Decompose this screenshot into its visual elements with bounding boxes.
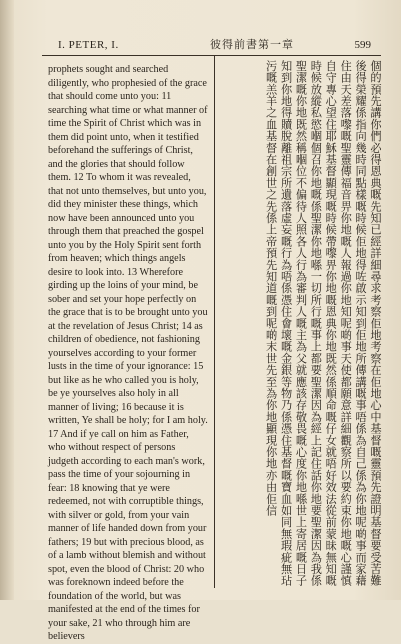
english-paragraph: prophets sought and searched diligently, who prophesied of the grace that should come unto you: 11 searching what time or what manner of time the Spirit of Christ which was in them did point unto, when it testified beforehand the sufferings of Christ, and the glories that should follow them. 12 To whom it was revealed, that not unto themselves, but unto you, did they minister these things, which now have been announced unto you through them that preached the gospel unto you by the Holy Spirit sent forth from heaven; which things angels desire to look into. 13 Wherefore girding up the loins of your mind, be sober and set your hope perfectly on the grace that is to be brought unto you at the revelation of Jesus Christ; 14 as children of obedience, not fashioning yourselves according to your former lusts in the time of your ignorance: 15 but like as he who called you is holy, be ye yourselves also holy in all manner of living; 16 because it is written, Ye shall be holy; for I am holy. 17 And if ye call on him as Father, who without respect of persons judgeth according to each man's work, pass the time of your sojourning in fear: 18 knowing that ye were redeemed, not with corruptible things, with silver or gold, from your vain manner of life handed down from your fathers; 19 but with precious blood, as of a lamb without blemish and without spot, even the blood of Christ: 20 who was foreknown indeed before the foundation of the world, but was manifested at the end of the times for your sake, 21 who through him are believers	[48, 64, 208, 642]
header-rule	[42, 55, 381, 56]
page-header	[42, 34, 381, 56]
page-spine-shadow	[0, 0, 14, 600]
book-chapter-english: I. PETER, I.	[58, 39, 119, 51]
column-divider	[214, 56, 215, 588]
page-number: 599	[354, 39, 371, 51]
book-chapter-chinese: 彼得前書第一章	[210, 39, 294, 51]
chinese-text-column: 個的預先講你們必得恩典嘅先知已經詳細尋求考察佢地考察在佢地心中基督嘅靈預先證明基督要受苦難後得榮耀係指向幾時同點樣嘅時候佢地得咗啟示知到佢地所傳講嘅事唔係為自己係為你地呢啲事而家藉住由天差落嚟嘅聖靈傳福音畀你地嘅人報過你地知呢啲事天使都願意詳細觀察所以要約束你地嘅心謹慎自守專心望住耶穌基督顯現嘅時候帶嚟畀你地嘅恩典你地既然係順命嘅仔女就唔好效法從前蒙昧無知嘅時候放縱私慾嗰個召你地嘅係聖潔你地喺一切所行嘅事上都要聖潔因為經上記住話你地要聖潔因為我係聖潔嘅你地既然稱嗰位不偏待人照各人行為審判人嘅主為父就應該存敬畏嘅心度你地喺世上寄居嘅日子知到你地得贖脫離祖宗所遺落虛妄嘅行為唔係憑住會壞嘅金銀等物乃係憑住基督嘅寶血如同無瑕疵無玷污嘅羔羊之血基督在創世之先係上帝預先知道嘅到呢啲末世先至為你地顯現你地亦由佢信	[264, 60, 382, 587]
english-text-column	[48, 63, 208, 642]
